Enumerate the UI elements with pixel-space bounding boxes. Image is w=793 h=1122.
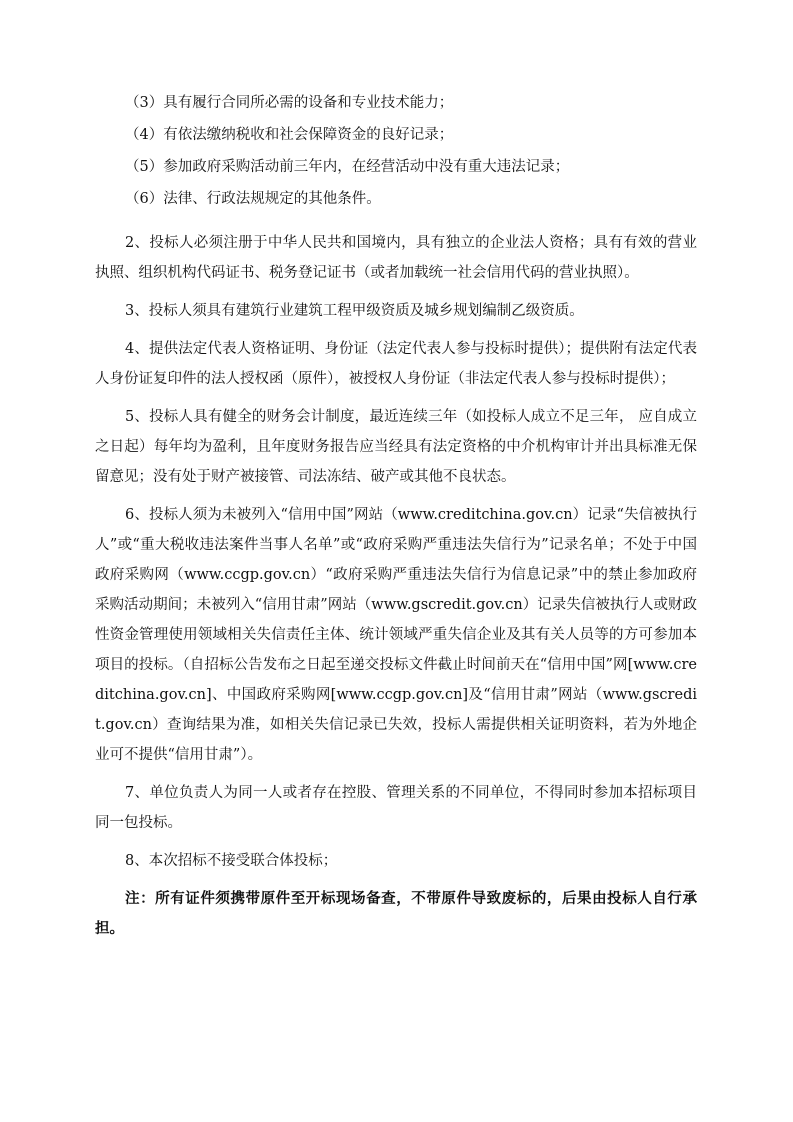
requirement-6-credit-record: 6、投标人须为未被列入“信用中国”网站（www.creditchina.gov.cn）记录“失信被执行人”或“重大税收违法案件当事人名单”或“政府采购严重违法失信行为”记录名单；不处于中国政府采购网（www.ccgp.gov.cn）“政府采购严重违法失信行为信息记录”中的禁止参加政府采购活动期间；未被列入“信用甘肃”网站（www.gscredit.gov.cn）记录失信被执行人或财政性资金管理使用领域相关失信责任主体、统计领域严重失信企业及其有关人员等的方可参加本项目的投标。（自招标公告发布之日起至递交投标文件截止时间前天在“信用中国”网[www.creditchina.gov.cn]、中国政府采购网[www.ccgp.gov.cn]及“信用甘肃”网站（www.gscredit.gov.cn）查询结果为准，如相关失信记录已失效，投标人需提供相关证明资料，若为外地企业可不提供“信用甘肃”）。 bbox=[95, 507, 697, 763]
requirement-8-no-consortium: 8、本次招标不接受联合体投标； bbox=[125, 853, 338, 869]
requirement-4-identity-documents: 4、提供法定代表人资格证明、身份证（法定代表人参与投标时提供）；提供附有法定代表人身份证复印件的法人授权函（原件），被授权人身份证（非法定代表人参与投标时提供）； bbox=[95, 341, 697, 387]
requirement-2-registration: 2、投标人必须注册于中华人民共和国境内，具有独立的企业法人资格；具有有效的营业执照、组织机构代码证书、税务登记证书（或者加载统一社会信用代码的营业执照）。 bbox=[95, 235, 697, 281]
requirement-5-financial-status: 5、投标人具有健全的财务会计制度，最近连续三年（如投标人成立不足三年， 应自成立之日起）每年均为盈利，且年度财务报告应当经具有法定资格的中介机构审计并出具标准无保留意见；没有处于财产被接管、司法冻结、破产或其他不良状态。 bbox=[95, 409, 697, 485]
condition-item-4: （4）有依法缴纳税收和社会保障资金的良好记录； bbox=[125, 127, 454, 143]
requirement-7-related-units: 7、单位负责人为同一人或者存在控股、管理关系的不同单位，不得同时参加本招标项目同一包投标。 bbox=[95, 785, 697, 831]
requirement-3-qualification: 3、投标人须具有建筑行业建筑工程甲级资质及城乡规划编制乙级资质。 bbox=[125, 303, 584, 319]
condition-item-6: （6）法律、行政法规规定的其他条件。 bbox=[125, 191, 381, 207]
condition-item-3: （3）具有履行合同所必需的设备和专业技术能力； bbox=[125, 95, 454, 111]
condition-item-5: （5）参加政府采购活动前三年内，在经营活动中没有重大违法记录； bbox=[125, 159, 570, 175]
original-documents-note: 注：所有证件须携带原件至开标现场备查，不带原件导致废标的，后果由投标人自行承担。 bbox=[95, 890, 697, 937]
document-body bbox=[95, 92, 697, 944]
